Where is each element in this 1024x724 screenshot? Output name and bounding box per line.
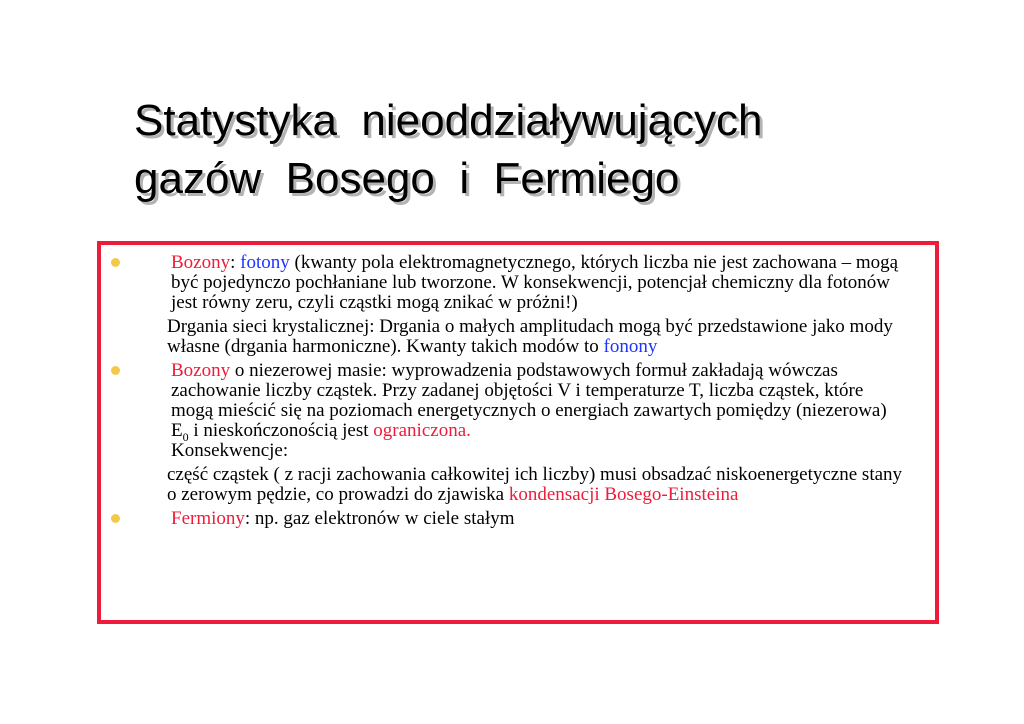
- item2-text-a: o niezerowej masie: wyprowadzenia podstawowych formuł zakładają wówczas zachowanie liczby cząstek. Przy zadanej objętości V i temperaturze T, liczba cząstek, które mogą mieścić się na poziomach energetycznych o energiach zawartych pomiędzy (niezerowa) E: [171, 360, 887, 441]
- colon: :: [230, 252, 241, 273]
- bullet-icon: [111, 258, 120, 267]
- bullet-icon: [111, 366, 120, 375]
- list-item-fermions: [101, 509, 935, 529]
- paragraph-crystal-lattice: [101, 317, 935, 357]
- para2-text: część cząstek ( z racji zachowania całkowitej ich liczby) musi obsadzać niskoenergetyczne stany o zerowym pędzie, co prowadzi do zjawiska: [167, 464, 903, 505]
- consequences-label: Konsekwencje:: [171, 440, 289, 461]
- term-bozony-massive: Bozony: [171, 360, 231, 381]
- item1-text: (kwanty pola elektromagnetycznego, których liczba nie jest zachowana – mogą być pojedynczo pochłaniane lub tworzone. W konsekwencji, potencjał chemiczny dla fotonów jest równy zeru, czyli cząstki mogą znikać w próżni!): [171, 252, 899, 313]
- term-fermiony: Fermiony: [171, 508, 245, 529]
- term-ograniczona: ograniczona.: [373, 420, 471, 441]
- subscript-zero: 0: [182, 429, 189, 444]
- list-item-massive-bosons: [101, 361, 935, 461]
- term-bozony: Bozony: [171, 252, 231, 273]
- content-list: [101, 253, 935, 533]
- item2-text-b: i nieskończonością jest: [188, 420, 374, 441]
- para1-text: Drgania sieci krystalicznej: Drgania o małych amplitudach mogą być przedstawione jako mody własne (drgania harmoniczne). Kwanty takich modów to: [167, 316, 893, 357]
- term-fonony: fonony: [603, 336, 658, 357]
- term-fotony: fotony: [240, 252, 290, 273]
- content-box: [97, 241, 939, 624]
- slide-title-line-2: gazów Bosego i Fermiego: [134, 154, 680, 203]
- term-kondensacja: kondensacji Bosego-Einsteina: [508, 484, 739, 505]
- list-item-bosons-photons: [101, 253, 935, 313]
- paragraph-condensation: [101, 465, 935, 505]
- slide-title-line-1: Statystyka nieoddziaływujących: [134, 96, 763, 145]
- slide-title: [134, 92, 934, 208]
- bullet-icon: [111, 514, 120, 523]
- item3-text: : np. gaz elektronów w ciele stałym: [244, 508, 515, 529]
